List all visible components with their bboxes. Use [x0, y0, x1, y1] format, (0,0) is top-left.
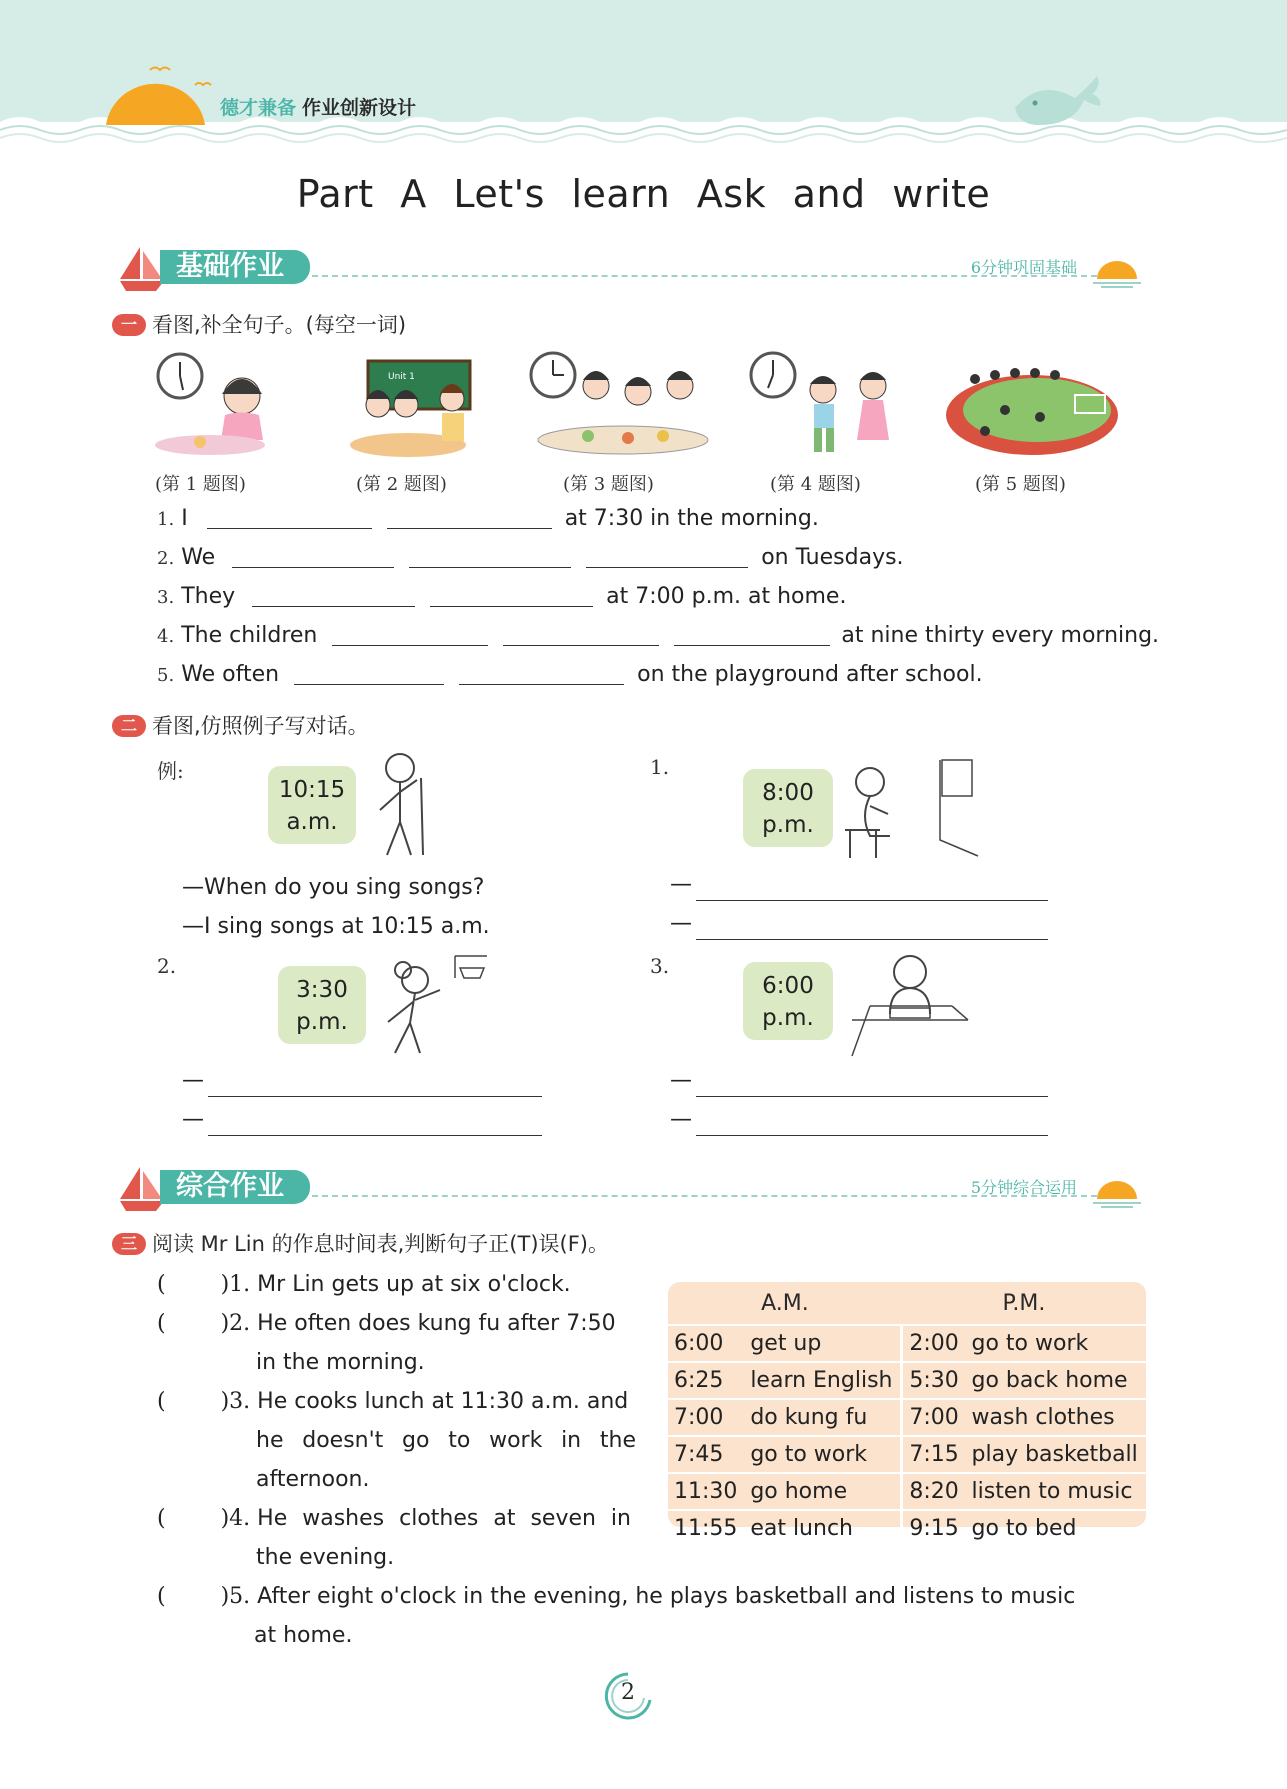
question-3-instruction: 阅读 Mr Lin 的作息时间表,判断句子正(T)误(F)。	[152, 1232, 609, 1256]
answer-blank[interactable]	[430, 584, 593, 607]
statement-number: )3.	[220, 1389, 251, 1414]
statement-continuation: afternoon.	[256, 1467, 370, 1492]
answer-blank[interactable]	[387, 506, 552, 529]
answer-underline	[696, 939, 1048, 940]
picture-4-morning-exercise	[748, 350, 908, 460]
time-cell: 11:55	[674, 1516, 738, 1541]
time-value: 3:30	[296, 977, 348, 1003]
time-period: a.m.	[286, 809, 338, 835]
statement-text: He often does kung fu after 7:50	[257, 1311, 616, 1336]
time-period: p.m.	[296, 1009, 348, 1035]
section-banner-basic	[112, 243, 1147, 293]
activity-cell: get up	[744, 1325, 902, 1362]
picture-caption: (第 3 题图)	[563, 474, 654, 495]
activity-cell: listen to music	[966, 1473, 1146, 1510]
question-1-instruction: 看图,补全句子。(每空一词)	[152, 313, 407, 337]
answer-blank[interactable]	[409, 545, 571, 568]
question-2-badge: 二	[112, 715, 146, 737]
answer-underline	[696, 900, 1048, 901]
picture-caption: (第 1 题图)	[155, 474, 246, 495]
column-header-am: A.M.	[668, 1282, 902, 1325]
answer-blank[interactable]	[503, 623, 659, 646]
schedule-table	[668, 1282, 1146, 1541]
section-note-comprehensive: 5分钟综合运用	[970, 1178, 1077, 1197]
picture-1-breakfast	[150, 350, 280, 460]
answer-blank[interactable]	[459, 662, 624, 685]
singing-person-icon	[365, 750, 435, 860]
table-row	[668, 1325, 1146, 1362]
answer-line-1b[interactable]	[670, 911, 1048, 936]
reading-person-icon	[850, 950, 980, 1060]
dash: —	[670, 872, 692, 897]
answer-line-3b[interactable]	[670, 1107, 1048, 1132]
activity-cell: go to bed	[971, 1516, 1077, 1541]
answer-blank[interactable]	[207, 506, 372, 529]
answer-line-3a[interactable]	[670, 1068, 1048, 1093]
table-row	[668, 1436, 1146, 1473]
time-value: 6:00	[762, 973, 814, 999]
section-note-basic: 6分钟巩固基础	[970, 258, 1077, 277]
dash: —	[670, 911, 692, 936]
answer-blank[interactable]	[586, 545, 748, 568]
example-question: —When do you sing songs?	[182, 875, 485, 900]
answer-paren[interactable]: (	[157, 1584, 166, 1609]
statement-number: )5.	[220, 1584, 251, 1609]
item-number: 3.	[650, 954, 670, 978]
picture-caption: (第 5 题图)	[975, 474, 1066, 495]
picture-caption: (第 4 题图)	[770, 474, 861, 495]
time-cell: 9:15	[909, 1516, 959, 1541]
activity-cell: play basketball	[966, 1436, 1146, 1473]
table-row	[668, 1362, 1146, 1399]
fill-sentence-4	[157, 623, 1159, 648]
item-number: 1.	[650, 755, 670, 779]
activity-cell: do kung fu	[744, 1399, 902, 1436]
answer-blank[interactable]	[252, 584, 415, 607]
answer-line-2a[interactable]	[182, 1068, 542, 1093]
picture-3-dinner	[528, 350, 718, 460]
statement-text: Mr Lin gets up at six o'clock.	[257, 1272, 571, 1297]
answer-underline	[208, 1096, 542, 1097]
question-3-heading	[112, 1229, 609, 1259]
statement-number: )4.	[220, 1506, 251, 1531]
time-cell: 8:20	[902, 1473, 966, 1510]
sentence-number: 4.	[157, 626, 175, 647]
sentence-start: We	[181, 545, 216, 570]
section-label-basic: 基础作业	[160, 250, 310, 284]
sentence-number: 2.	[157, 548, 175, 569]
dash: —	[670, 1107, 692, 1132]
table-row	[668, 1510, 1146, 1546]
sentence-number: 1.	[157, 509, 175, 530]
answer-paren[interactable]: (	[157, 1389, 166, 1414]
section-label-comprehensive: 综合作业	[160, 1170, 310, 1204]
time-cell: 11:30	[668, 1473, 744, 1510]
question-2-heading	[112, 711, 369, 741]
question-2-instruction: 看图,仿照例子写对话。	[152, 714, 369, 738]
fill-sentence-5	[157, 662, 983, 687]
sentence-end: at 7:00 p.m. at home.	[606, 584, 847, 609]
sentence-start: I	[181, 506, 188, 531]
time-cell: 7:00	[902, 1399, 966, 1436]
answer-underline	[696, 1135, 1048, 1136]
answer-blank[interactable]	[294, 662, 444, 685]
brand-title	[220, 93, 416, 120]
sun-icon	[1089, 253, 1147, 289]
answer-paren[interactable]: (	[157, 1311, 166, 1336]
time-cell: 2:00	[902, 1325, 966, 1362]
statement-continuation: he doesn't go to work in the	[256, 1428, 636, 1453]
time-cell: 5:30	[902, 1362, 966, 1399]
item-number: 2.	[157, 954, 177, 978]
time-cell: 7:45	[668, 1436, 744, 1473]
brand-primary: 德才兼备	[220, 97, 297, 119]
time-period: p.m.	[762, 812, 814, 838]
fill-sentence-1	[157, 506, 819, 531]
watching-tv-person-icon	[840, 750, 980, 860]
question-1-badge: 一	[112, 314, 146, 336]
statement-text: After eight o'clock in the evening, he plays basketball and listens to music	[257, 1584, 1076, 1609]
activity-cell: go to work	[744, 1436, 902, 1473]
true-false-1	[157, 1265, 637, 1304]
true-false-5	[157, 1577, 1147, 1616]
time-value: 10:15	[278, 777, 346, 803]
picture-2-classroom	[348, 355, 478, 460]
example-answer: —I sing songs at 10:15 a.m.	[182, 914, 490, 939]
true-false-2	[157, 1304, 637, 1343]
statement-continuation: at home.	[254, 1623, 353, 1648]
activity-cell: learn English	[744, 1362, 902, 1399]
answer-blank[interactable]	[332, 623, 488, 646]
example-label: 例:	[157, 759, 184, 783]
sentence-start: They	[181, 584, 236, 609]
answer-line-1a[interactable]	[670, 872, 1048, 897]
statement-number: )1.	[220, 1272, 251, 1297]
question-3-badge: 三	[112, 1233, 146, 1255]
true-false-3	[157, 1382, 637, 1421]
statement-number: )2.	[220, 1311, 251, 1336]
sentence-end: at 7:30 in the morning.	[564, 506, 819, 531]
sentence-start: We often	[181, 662, 280, 687]
statement-continuation: in the morning.	[256, 1350, 425, 1375]
time-cell: 6:25	[668, 1362, 744, 1399]
dash: —	[670, 1068, 692, 1093]
sentence-number: 3.	[157, 587, 175, 608]
answer-paren[interactable]: (	[157, 1506, 166, 1531]
item-1-time-box	[743, 769, 833, 847]
activity-cell: go back home	[966, 1362, 1146, 1399]
dash: —	[182, 1068, 204, 1093]
activity-cell: go to work	[966, 1325, 1146, 1362]
brand-secondary: 作业创新设计	[302, 97, 417, 119]
column-header-pm: P.M.	[902, 1282, 1146, 1325]
statement-text: He washes clothes at seven in	[257, 1506, 631, 1531]
page-title: Part A Let's learn Ask and write	[296, 172, 991, 216]
time-cell: 6:00	[668, 1325, 744, 1362]
time-cell: 7:15	[902, 1436, 966, 1473]
fill-sentence-3	[157, 584, 846, 609]
table-header-row	[668, 1282, 1146, 1325]
statement-continuation: the evening.	[256, 1545, 395, 1570]
svg-text:Unit 1: Unit 1	[388, 372, 415, 382]
section-banner-comprehensive	[112, 1163, 1147, 1213]
activity-cell: wash clothes	[966, 1399, 1146, 1436]
activity-cell: eat lunch	[744, 1510, 902, 1546]
answer-line-2b[interactable]	[182, 1107, 542, 1132]
true-false-4	[157, 1499, 637, 1538]
activity-cell: go home	[744, 1473, 902, 1510]
answer-blank[interactable]	[232, 545, 394, 568]
playing-basketball-person-icon	[375, 950, 495, 1060]
page-number: 2	[621, 1680, 635, 1705]
answer-underline	[696, 1096, 1048, 1097]
sentence-number: 5.	[157, 665, 175, 686]
time-value: 8:00	[762, 780, 814, 806]
sun-icon	[1089, 1173, 1147, 1209]
sentence-end: at nine thirty every morning.	[841, 623, 1160, 648]
table-row	[668, 1399, 1146, 1436]
dash: —	[182, 1107, 204, 1132]
picture-caption: (第 2 题图)	[356, 474, 447, 495]
example-time-box	[268, 766, 356, 844]
question-1-heading	[112, 310, 406, 340]
answer-paren[interactable]: (	[157, 1272, 166, 1297]
table-row	[668, 1473, 1146, 1510]
item-2-time-box	[278, 966, 366, 1044]
page-header-band	[0, 0, 1287, 150]
sentence-start: The children	[181, 623, 318, 648]
fill-sentence-2	[157, 545, 904, 570]
picture-5-playground	[945, 355, 1120, 460]
sentence-end: on the playground after school.	[637, 662, 983, 687]
time-period: p.m.	[762, 1005, 814, 1031]
time-cell: 7:00	[668, 1399, 744, 1436]
answer-blank[interactable]	[674, 623, 830, 646]
item-3-time-box	[743, 962, 833, 1040]
statement-text: He cooks lunch at 11:30 a.m. and	[257, 1389, 629, 1414]
sentence-end: on Tuesdays.	[761, 545, 904, 570]
answer-underline	[208, 1135, 542, 1136]
